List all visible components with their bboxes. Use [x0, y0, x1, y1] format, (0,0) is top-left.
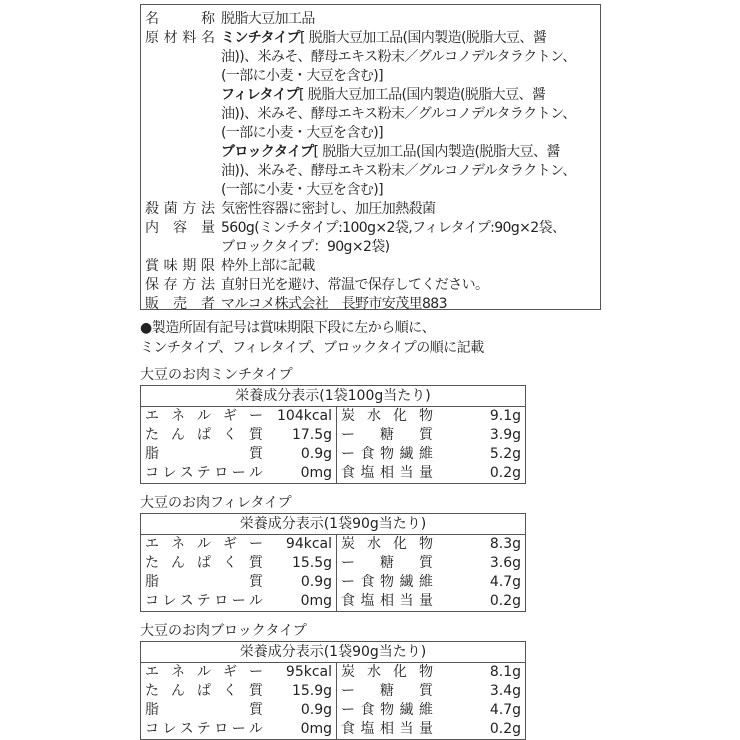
nutrition-section-title: 大豆のお肉ブロックタイプ: [140, 623, 307, 639]
info-row: [145, 29, 596, 48]
nutrient-name: 脂質: [145, 446, 263, 462]
info-value: [221, 48, 596, 67]
nutrient-value: 0mg: [300, 593, 332, 609]
ingredient-type: フィレタイプ: [221, 87, 300, 103]
nutrient-value: 0mg: [300, 465, 332, 481]
nutrition-column-right: [337, 407, 525, 483]
info-text: [ 脱脂大豆加工品(国内製造(脱脂大豆、醤: [300, 30, 547, 46]
info-row: [145, 67, 596, 86]
info-text: 油))、米みそ、酵母エキス粉末／グルコノデルタラクトン、: [221, 163, 576, 179]
nutrient-value: 0.9g: [300, 574, 332, 590]
nutrition-column-left: [141, 663, 337, 739]
info-row: [145, 105, 596, 124]
nutrition-row: [341, 445, 521, 464]
note-line: ●製造所固有記号は賞味期限下段に左から順に、: [140, 320, 436, 336]
nutrition-row: [341, 592, 521, 611]
nutrient-name: ー食物繊維: [341, 702, 433, 718]
nutrition-row: [341, 663, 521, 682]
nutrition-row: [341, 407, 521, 426]
nutrient-name: ー食物繊維: [341, 446, 433, 462]
nutrition-row: [145, 426, 332, 445]
info-row: [145, 10, 596, 29]
info-label: 名称: [145, 11, 215, 27]
nutrient-value: 104kcal: [277, 408, 332, 424]
nutrition-row: [145, 682, 332, 701]
nutrition-section-title: 大豆のお肉ミンチタイプ: [140, 367, 293, 383]
note-line: ミンチタイプ、フィレタイプ、ブロックタイプの順に記載: [140, 340, 484, 356]
nutrient-name: エネルギー: [145, 664, 263, 680]
nutrition-table: [140, 385, 526, 484]
info-text: ブロックタイプ：90g×2袋): [221, 239, 390, 255]
nutrition-row: [145, 445, 332, 464]
info-text: (一部に小麦・大豆を含む)]: [221, 68, 383, 84]
info-value: [221, 86, 596, 105]
nutrition-row: [341, 701, 521, 720]
nutrition-column-left: [141, 535, 337, 611]
info-value: [221, 10, 596, 29]
nutrient-value: 15.9g: [291, 683, 332, 699]
nutrition-row: [145, 535, 332, 554]
info-row: [145, 257, 596, 276]
info-text: [ 脱脂大豆加工品(国内製造(脱脂大豆、醤: [299, 87, 546, 103]
nutrition-row: [341, 535, 521, 554]
nutrient-value: 4.7g: [489, 574, 521, 590]
nutrition-header: 栄養成分表示(1袋100g当たり): [141, 386, 525, 407]
nutrient-name: 炭水化物: [341, 664, 433, 680]
info-row: [145, 219, 596, 238]
info-label: [145, 105, 215, 124]
nutrient-value: 17.5g: [291, 427, 332, 443]
nutrient-name: たんぱく質: [145, 555, 263, 571]
info-row: [145, 181, 596, 200]
nutrition-header: 栄養成分表示(1袋90g当たり): [141, 642, 525, 663]
nutrient-value: 3.9g: [489, 427, 521, 443]
info-text: マルコメ株式会社 長野市安茂里883: [221, 296, 447, 312]
nutrient-value: 3.6g: [489, 555, 521, 571]
nutrient-name: ー食物繊維: [341, 574, 433, 590]
nutrition-row: [145, 554, 332, 573]
nutrient-name: たんぱく質: [145, 683, 263, 699]
nutrition-row: [341, 554, 521, 573]
nutrient-value: 5.2g: [489, 446, 521, 462]
info-row: [145, 276, 596, 295]
ingredient-type: ミンチタイプ: [221, 30, 300, 46]
nutrition-section-title: 大豆のお肉フィレタイプ: [140, 495, 292, 511]
nutrient-value: 8.1g: [489, 664, 521, 680]
nutrition-row: [145, 720, 332, 739]
info-label: 原材料名: [145, 30, 215, 46]
nutrient-value: 0mg: [300, 721, 332, 737]
nutrition-row: [145, 407, 332, 426]
nutrient-name: ー糖質: [341, 683, 433, 699]
nutrient-name: 食塩相当量: [341, 593, 433, 609]
info-row: [145, 238, 596, 257]
info-text: 油))、米みそ、酵母エキス粉末／グルコノデルタラクトン、: [221, 49, 576, 65]
nutrient-name: たんぱく質: [145, 427, 263, 443]
info-row: [145, 124, 596, 143]
info-label: 保存方法: [145, 277, 215, 293]
nutrition-column-left: [141, 407, 337, 483]
nutrition-row: [145, 663, 332, 682]
info-value: [221, 200, 596, 219]
info-text: (一部に小麦・大豆を含む)]: [221, 125, 383, 141]
info-text: (一部に小麦・大豆を含む)]: [221, 182, 383, 198]
info-label: 販売者: [145, 296, 215, 312]
nutrient-value: 3.4g: [489, 683, 521, 699]
info-label: 賞味期限: [145, 258, 215, 274]
nutrition-table: [140, 513, 526, 612]
info-value: [221, 124, 596, 143]
nutrient-value: 9.1g: [489, 408, 521, 424]
nutrition-row: [341, 426, 521, 445]
info-label: [145, 124, 215, 143]
nutrition-row: [341, 682, 521, 701]
nutrition-column-right: [337, 663, 525, 739]
info-label: [145, 162, 215, 181]
nutrient-name: エネルギー: [145, 408, 263, 424]
info-label: 殺菌方法: [145, 201, 215, 217]
nutrient-name: コレステロール: [145, 593, 263, 609]
nutrition-body: [141, 407, 525, 483]
ingredient-type: ブロックタイプ: [221, 144, 314, 160]
nutrient-value: 0.9g: [300, 702, 332, 718]
info-value: [221, 276, 596, 295]
info-value: [221, 105, 596, 124]
info-row: [145, 143, 596, 162]
info-text: 枠外上部に記載: [221, 258, 315, 274]
nutrition-column-right: [337, 535, 525, 611]
nutrition-row: [145, 701, 332, 720]
info-row: [145, 200, 596, 219]
nutrient-name: 炭水化物: [341, 408, 433, 424]
nutrient-name: 脂質: [145, 574, 263, 590]
nutrition-header: 栄養成分表示(1袋90g当たり): [141, 514, 525, 535]
nutrient-value: 95kcal: [285, 664, 332, 680]
info-row: [145, 48, 596, 67]
nutrient-value: 0.2g: [489, 593, 521, 609]
info-row: [145, 162, 596, 181]
info-value: [221, 162, 596, 181]
nutrition-row: [341, 464, 521, 483]
nutrient-name: エネルギー: [145, 536, 263, 552]
nutrient-value: 8.3g: [489, 536, 521, 552]
info-row: [145, 86, 596, 105]
info-label: 内容量: [145, 220, 215, 236]
info-value: [221, 181, 596, 200]
nutrient-value: 15.5g: [291, 555, 332, 571]
nutrient-name: 炭水化物: [341, 536, 433, 552]
info-text: 560g(ミンチタイプ:100g×2袋,フィレタイプ:90g×2袋、: [221, 220, 566, 236]
nutrition-row: [341, 720, 521, 739]
nutrient-value: 94kcal: [285, 536, 332, 552]
info-row: [145, 295, 596, 314]
nutrition-body: [141, 535, 525, 611]
info-text: 油))、米みそ、酵母エキス粉末／グルコノデルタラクトン、: [221, 106, 576, 122]
info-text: 気密性容器に密封し、加圧加熱殺菌: [221, 201, 436, 217]
nutrient-name: コレステロール: [145, 721, 263, 737]
nutrition-row: [145, 464, 332, 483]
nutrient-name: ー糖質: [341, 555, 433, 571]
product-info-box: [140, 4, 601, 310]
info-text: 直射日光を避け、常温で保存してください。: [221, 277, 489, 293]
nutrient-value: 0.2g: [489, 465, 521, 481]
nutrient-name: 脂質: [145, 702, 263, 718]
info-label: [145, 86, 215, 105]
info-value: [221, 257, 596, 276]
nutrient-name: 食塩相当量: [341, 465, 433, 481]
info-label: [145, 67, 215, 86]
manufacturing-note: [140, 318, 484, 358]
nutrient-value: 0.2g: [489, 721, 521, 737]
info-value: [221, 29, 596, 48]
info-value: [221, 67, 596, 86]
info-label: [145, 143, 215, 162]
nutrient-value: 0.9g: [300, 446, 332, 462]
info-value: [221, 219, 596, 238]
info-text: 脱脂大豆加工品: [221, 11, 315, 27]
info-value: [221, 295, 596, 314]
info-label: [145, 48, 215, 67]
nutrition-row: [341, 573, 521, 592]
info-label: [145, 238, 215, 257]
nutrient-name: ー糖質: [341, 427, 433, 443]
nutrition-row: [145, 592, 332, 611]
nutrition-table: [140, 641, 526, 740]
nutrient-name: コレステロール: [145, 465, 263, 481]
nutrient-value: 4.7g: [489, 702, 521, 718]
nutrition-body: [141, 663, 525, 739]
info-text: [ 脱脂大豆加工品(国内製造(脱脂大豆、醤: [313, 144, 560, 160]
info-label: [145, 181, 215, 200]
nutrition-row: [145, 573, 332, 592]
nutrient-name: 食塩相当量: [341, 721, 433, 737]
info-value: [221, 238, 596, 257]
info-value: [221, 143, 596, 162]
